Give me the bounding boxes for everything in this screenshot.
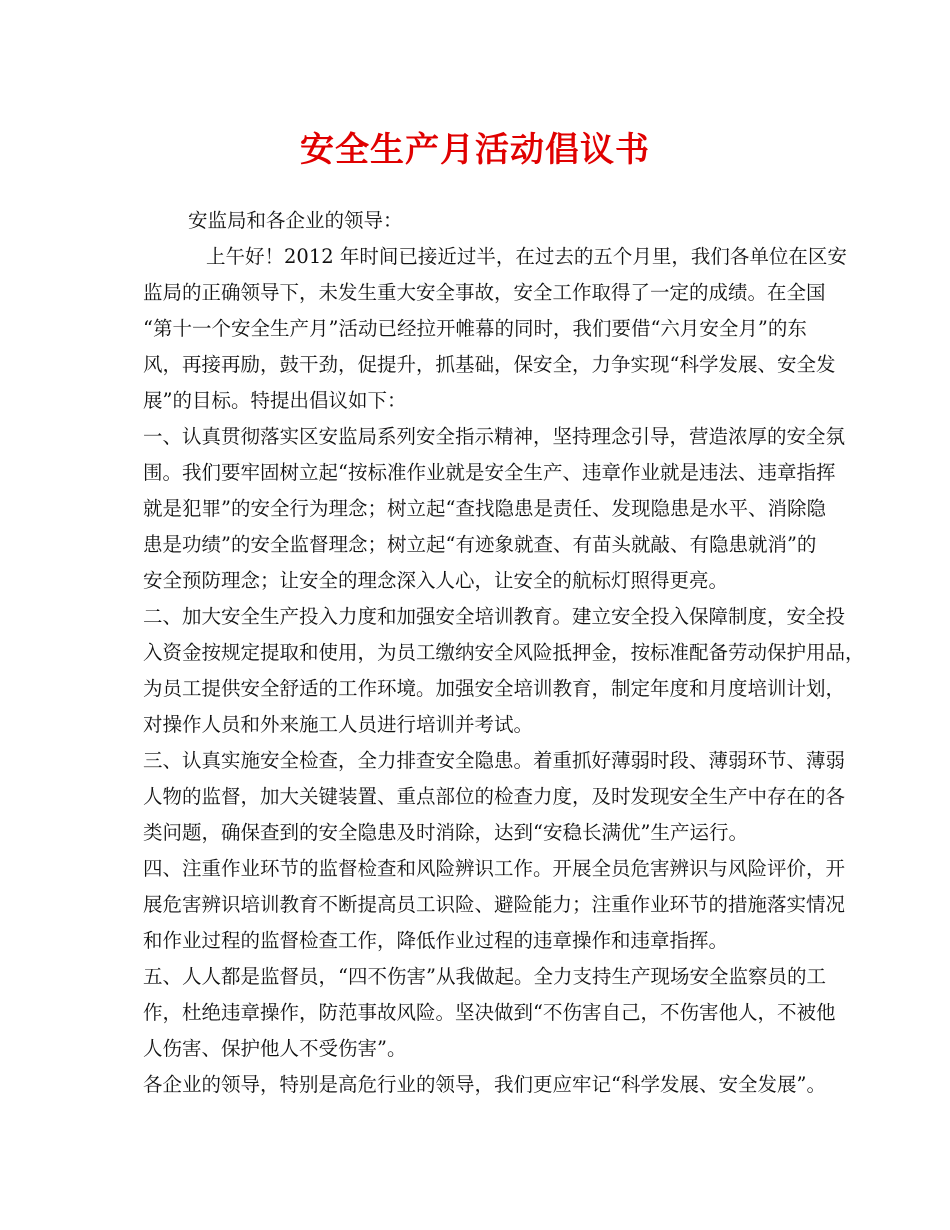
body-line-6: 一、认真贯彻落实区安监局系列安全指示精神，坚持理念引导，营造浓厚的安全氛: [143, 425, 846, 448]
body-line-5: 展”的目标。特提出倡议如下：: [143, 389, 407, 412]
body-line-19: 展危害辨识培训教育不断提高员工识险、避险能力；注重作业环节的措施落实情况: [143, 893, 846, 916]
body-line-22: 作，杜绝违章操作，防范事故风险。坚决做到“不伤害自己，不伤害他人，不被他: [143, 1001, 836, 1024]
body-line-8: 就是犯罪”的安全行为理念；树立起“查找隐患是责任、发现隐患是水平、消除隐: [143, 497, 826, 520]
body-line-17: 类问题，确保查到的安全隐患及时消除，达到“安稳长满优”生产运行。: [143, 821, 748, 844]
body-line-4: 风，再接再励，鼓干劲，促提升，抓基础，保安全，力争实现“科学发展、安全发: [143, 353, 836, 376]
body-line-13: 为员工提供安全舒适的工作环境。加强安全培训教育，制定年度和月度培训计划，: [143, 677, 846, 700]
body-line-23: 人伤害、保护他人不受伤害”。: [143, 1037, 407, 1060]
body-line-20: 和作业过程的监督检查工作，降低作业过程的违章操作和违章指挥。: [143, 929, 729, 952]
body-line-9: 患是功绩”的安全监督理念；树立起“有迹象就查、有苗头就敲、有隐患就消”的: [143, 533, 817, 556]
body-line-11: 二、加大安全生产投入力度和加强安全培训教育。建立安全投入保障制度，安全投: [143, 605, 846, 628]
body-line-16: 人物的监督，加大关键装置、重点部位的检查力度，及时发现安全生产中存在的各: [143, 785, 846, 808]
body-line-10: 安全预防理念；让安全的理念深入人心，让安全的航标灯照得更亮。: [143, 569, 729, 592]
document-title: 安全生产月活动倡议书: [300, 130, 650, 170]
body-line-24: 各企业的领导，特别是高危行业的领导，我们更应牢记“科学发展、安全发展”。: [143, 1073, 826, 1096]
greeting-line: 安监局和各企业的领导：: [188, 209, 403, 232]
body-line-15: 三、认真实施安全检查，全力排查安全隐患。着重抓好薄弱时段、薄弱环节、薄弱: [143, 749, 846, 772]
body-line-18: 四、注重作业环节的监督检查和风险辨识工作。开展全员危害辨识与风险评价，开: [143, 857, 846, 880]
body-line-21: 五、人人都是监督员，“四不伤害”从我做起。全力支持生产现场安全监察员的工: [143, 965, 826, 988]
body-line-1: 上午好！2012 年时间已接近过半，在过去的五个月里，我们各单位在区安: [206, 245, 847, 268]
body-line-12: 入资金按规定提取和使用，为员工缴纳安全风险抵押金，按标准配备劳动保护用品，: [143, 641, 865, 664]
body-line-7: 围。我们要牢固树立起“按标准作业就是安全生产、违章作业就是违法、违章指挥: [143, 461, 836, 484]
body-line-2: 监局的正确领导下，未发生重大安全事故，安全工作取得了一定的成绩。在全国: [143, 281, 826, 304]
body-line-3: “第十一个安全生产月”活动已经拉开帷幕的同时，我们要借“六月安全月”的东: [143, 317, 807, 340]
body-line-14: 对操作人员和外来施工人员进行培训并考试。: [143, 713, 534, 736]
